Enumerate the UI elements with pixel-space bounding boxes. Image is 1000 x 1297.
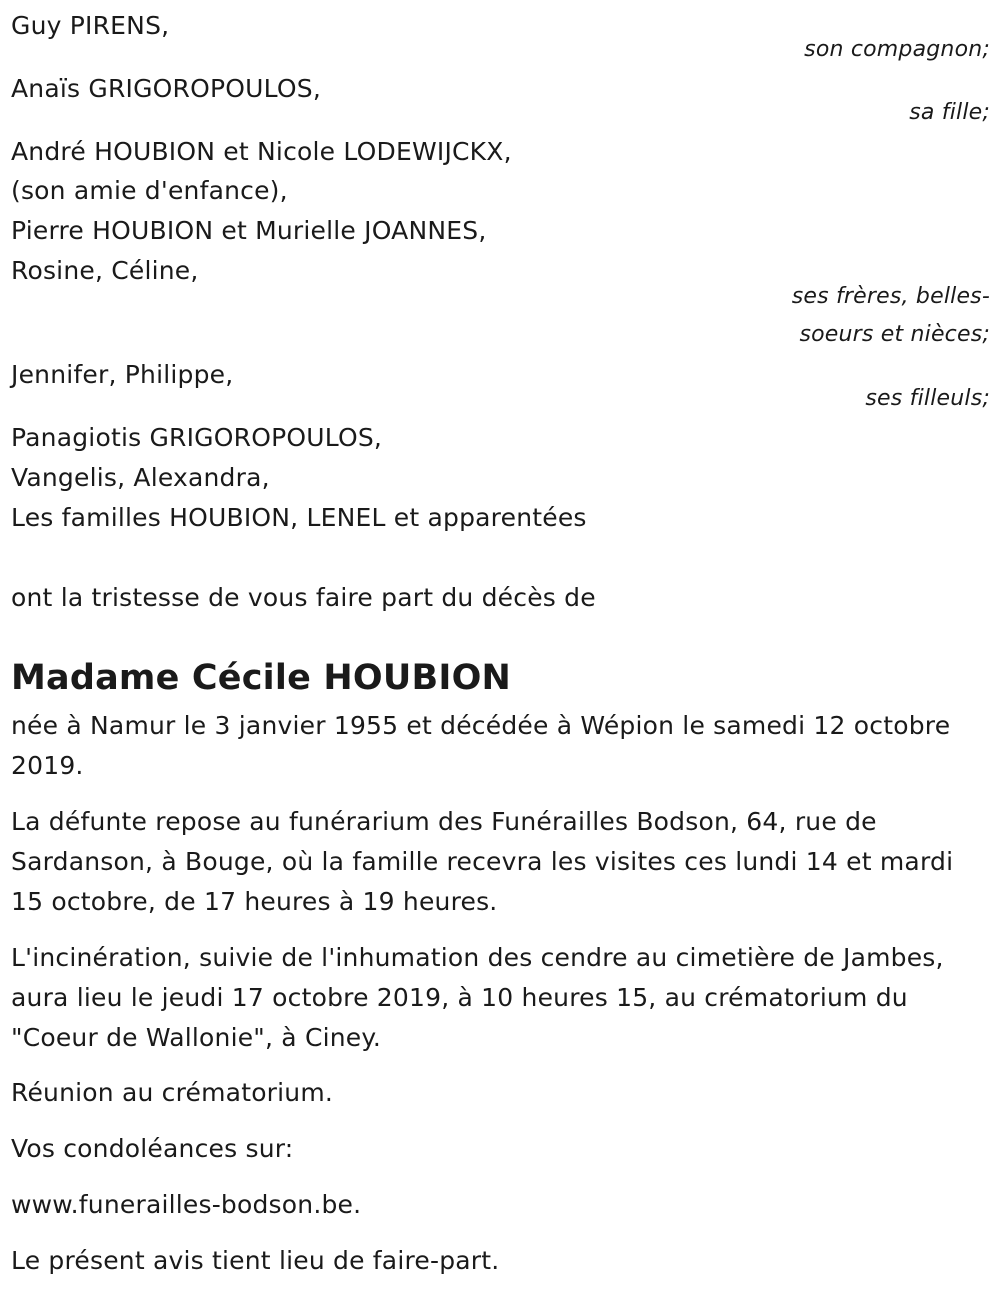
family-member-pierre-murielle: Pierre HOUBION et Murielle JOANNES, [11,216,487,245]
family-member-panagiotis: Panagiotis GRIGOROPOULOS, [11,423,383,452]
family-member-jennifer-philippe: Jennifer, Philippe, [11,360,234,389]
family-member-vangelis-alexandra: Vangelis, Alexandra, [11,463,270,492]
viewing-line-3: 15 octobre, de 17 heures à 19 heures. [11,887,498,916]
birth-death-line-2: 2019. [11,751,84,780]
condolences-label: Vos condoléances sur: [11,1134,294,1163]
family-member-guy: Guy PIRENS, [11,11,170,40]
viewing-line-1: La défunte repose au funérarium des Funérailles Bodson, 64, rue de [11,807,877,836]
family-member-anais: Anaïs GRIGOROPOULOS, [11,74,321,103]
family-member-note: (son amie d'enfance), [11,176,288,205]
ceremony-line-3: "Coeur de Wallonie", à Ciney. [11,1023,381,1052]
closing-notice: Le présent avis tient lieu de faire-part. [11,1246,500,1275]
ceremony-line-2: aura lieu le jeudi 17 octobre 2019, à 10 heures 15, au crématorium du [11,983,908,1012]
ceremony-line-1: L'incinération, suivie de l'inhumation des cendre au cimetière de Jambes, [11,943,944,972]
reunion-text: Réunion au crématorium. [11,1078,334,1107]
family-member-families: Les familles HOUBION, LENEL et apparentées [11,503,587,532]
relation-siblings-1: ses frères, belles- [791,284,990,309]
relation-companion: son compagnon; [804,37,990,62]
condolences-website-link[interactable]: www.funerailles-bodson.be. [11,1190,362,1219]
relation-godchildren: ses filleuls; [865,386,990,411]
relation-daughter: sa fille; [909,100,990,125]
viewing-line-2: Sardanson, à Bouge, où la famille recevra les visites ces lundi 14 et mardi [11,847,954,876]
announcement-text: ont la tristesse de vous faire part du décès de [11,583,596,612]
birth-death-line-1: née à Namur le 3 janvier 1955 et décédée à Wépion le samedi 12 octobre [11,711,951,740]
deceased-name: Madame Cécile HOUBION [11,658,512,698]
family-member-rosine-celine: Rosine, Céline, [11,256,199,285]
family-member-andre-nicole: André HOUBION et Nicole LODEWIJCKX, [11,137,512,166]
relation-siblings-2: soeurs et nièces; [799,322,990,347]
